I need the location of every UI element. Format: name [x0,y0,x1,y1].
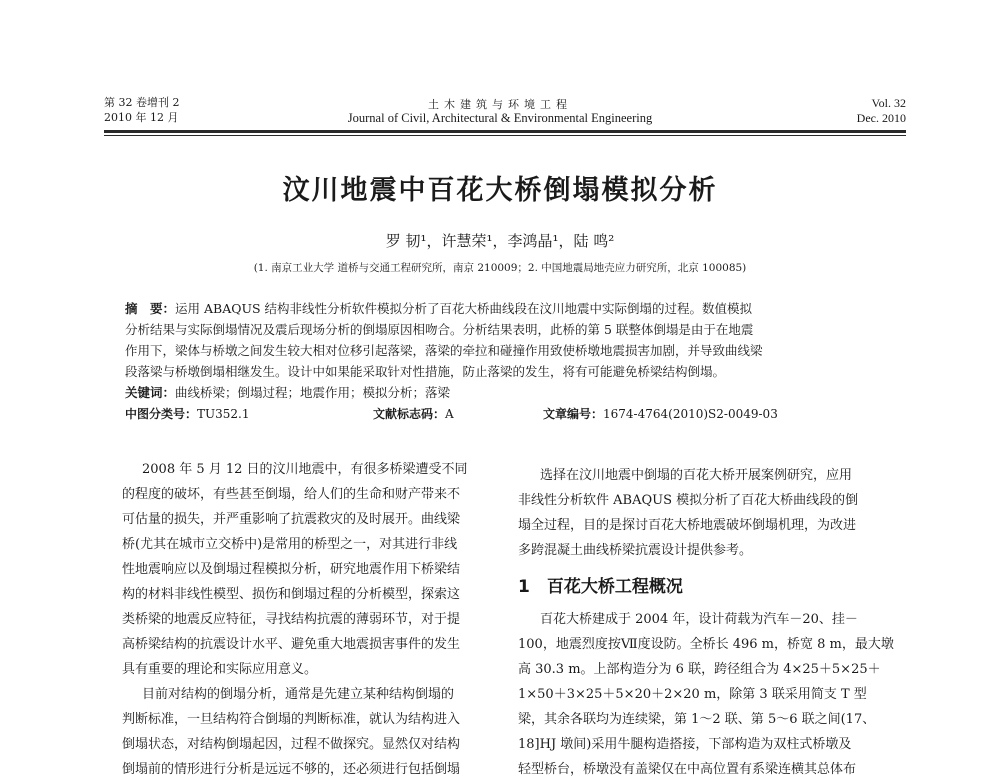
body-line: 倒塌状态，对结构倒塌起因，过程不做探究。显然仅对结构 [122,737,461,752]
doc-code-label: 文献标志码： [373,407,446,421]
abstract-line [125,298,752,319]
body-line: 判断标准，一旦结构符合倒塌的判断标准，就认为结构进入 [122,712,461,727]
issue-date: 2010 年 12 月 [104,111,179,124]
body-line: 百花大桥建成于 2004 年，设计荷载为汽车－20、挂－ [540,612,858,627]
abstract-text: 运用 ABAQUS 结构非线性分析软件模拟分析了百花大桥曲线段在汶川地震中实际倒塌的过程。数值模拟 [175,301,753,316]
body-line: 桥(尤其在城市立交桥中)是常用的桥型之一，对其进行非线 [122,537,458,552]
body-line: 倒塌前的情形进行分析是远远不够的，还必须进行包括倒塌 [122,762,461,777]
body-line: 多跨混凝土曲线桥梁抗震设计提供参考。 [518,543,753,558]
body-line: 2008 年 5 月 12 日的汶川地震中，有很多桥梁遭受不同 [142,462,468,477]
body-line: 18]HJ 墩间)采用牛腿构造搭接，下部构造为双柱式桥墩及 [518,737,852,752]
body-line: 类桥梁的地震反应特征，寻找结构抗震的薄弱环节，对于提 [122,612,461,627]
author-list: 罗 韧¹，许慧荣¹，李鸿晶¹，陆 鸣² [385,232,615,250]
abstract-line: 分析结果与实际倒塌情况及震后现场分析的倒塌原因相吻合。分析结果表明，此桥的第 5 联整体倒塌是由于在地震 [125,322,754,337]
header-rule [104,130,906,133]
clc-line [125,405,250,422]
abstract-line: 作用下，梁体与桥墩之间发生较大相对位移引起落梁，落梁的牵拉和碰撞作用致使桥墩地震损害加剧，并导致曲线梁 [125,343,763,358]
body-line: 构的材料非线性模型、损伤和倒塌过程的分析模型，探索这 [122,587,461,602]
body-line: 可估量的损失，并严重影响了抗震救灾的及时展开。曲线梁 [122,512,461,527]
body-line: 高桥梁结构的抗震设计水平、避免重大地震损害事件的发生 [122,637,461,652]
section-heading: 1 百花大桥工程概况 [518,577,683,597]
keywords-line [125,382,450,403]
body-line: 轻型桥台，桥墩没有盖梁仅在中高位置有系梁连横其总体布 [518,762,857,777]
paper-title: 汶川地震中百花大桥倒塌模拟分析 [282,175,718,206]
body-line: 100，地震烈度按Ⅶ度设防。全桥长 496 m，桥宽 8 m，最大墩 [518,637,894,652]
body-line: 1×50＋3×25＋5×20＋2×20 m，除第 3 联采用简支 T 型 [518,687,867,702]
body-line: 具有重要的理论和实际应用意义。 [122,662,318,677]
body-line: 高 30.3 m。上部构造分为 6 联，跨径组合为 4×25＋5×25＋ [518,662,881,677]
body-line: 目前对结构的倒塌分析，通常是先建立某种结构倒塌的 [142,687,455,702]
header-rule-thin [104,135,906,136]
date-en: Dec. 2010 [856,111,906,125]
article-number-line [543,405,778,422]
clc-label: 中图分类号： [125,407,198,421]
body-line: 塌全过程，目的是探讨百花大桥地震破坏倒塌机理，为改进 [518,518,857,533]
journal-name-cn: 土木建筑与环境工程 [428,98,572,111]
keywords: 曲线桥梁；倒塌过程；地震作用；模拟分析；落梁 [175,385,451,400]
abstract-label: 摘 要： [125,301,176,316]
article-number-value: 1674-4764(2010)S2-0049-03 [603,407,778,421]
body-line: 性地震响应以及倒塌过程模拟分析，研究地震作用下桥梁结 [122,562,461,577]
keywords-label: 关键词： [125,385,176,400]
doc-code-line [373,405,454,422]
volume-issue: 第 32 卷增刊 2 [104,96,180,109]
journal-name-en: Journal of Civil, Architectural & Environmental Engineering [347,111,653,125]
body-line: 非线性分析软件 ABAQUS 模拟分析了百花大桥曲线段的倒 [518,493,859,508]
affiliations: (1. 南京工业大学 道桥与交通工程研究所，南京 210009；2. 中国地震局地壳应力研究所，北京 100085) [253,262,747,274]
volume-en: Vol. 32 [871,96,906,110]
doc-code-value: A [445,407,454,421]
body-line: 选择在汶川地震中倒塌的百花大桥开展案例研究，应用 [540,468,853,483]
article-number-label: 文章编号： [543,407,604,421]
clc-value: TU352.1 [197,407,250,421]
body-line: 梁，其余各联均为连续梁，第 1～2 联、第 5～6 联之间(17、 [518,712,876,727]
abstract-line: 段落梁与桥墩倒塌相继发生。设计中如果能采取针对性措施，防止落梁的发生，将有可能避免桥梁结构倒塌。 [125,364,726,379]
body-line: 的程度的破坏，有些甚至倒塌，给人们的生命和财产带来不 [122,487,461,502]
